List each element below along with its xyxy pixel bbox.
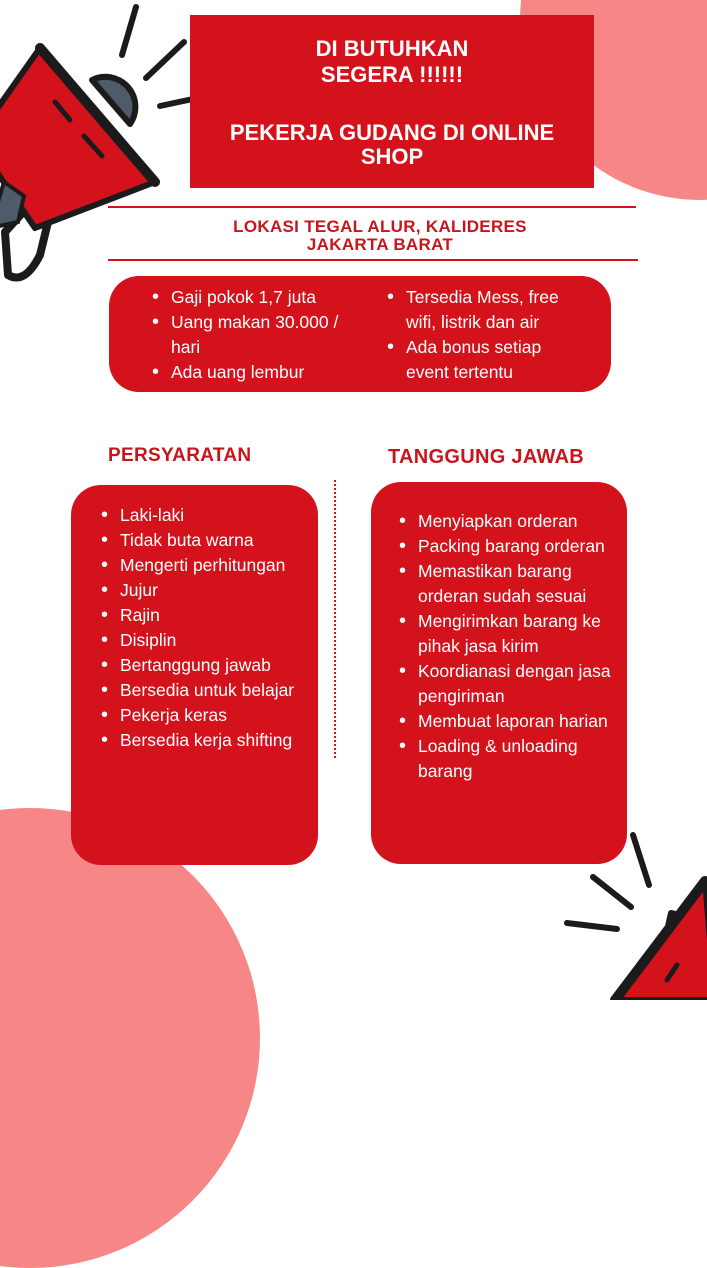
responsibility-item: • Packing barang orderan: [396, 534, 624, 559]
responsibility-item: • Loading & unloading barang: [396, 734, 624, 784]
requirement-item: • Tidak buta warna: [98, 528, 313, 553]
requirement-item: • Bersedia kerja shifting: [98, 728, 313, 753]
responsibility-item: • Koordianasi dengan jasa pengiriman: [396, 659, 624, 709]
benefit-item: • Uang makan 30.000 / hari: [149, 310, 364, 360]
requirements-title: PERSYARATAN: [108, 445, 252, 466]
responsibility-item: • Menyiapkan orderan: [396, 509, 624, 534]
job-title-line: PEKERJA GUDANG DI ONLINE: [229, 120, 555, 145]
requirement-item: • Mengerti perhitungan: [98, 553, 313, 578]
job-title-line: SHOP: [360, 144, 424, 169]
requirement-item: • Bersedia untuk belajar: [98, 678, 313, 703]
location-text: [180, 218, 580, 254]
decor-blob-bottom-left: [0, 808, 260, 1268]
benefit-item: • Ada uang lembur: [149, 360, 364, 385]
column-divider: [334, 480, 336, 758]
headline-line: DI BUTUHKAN: [315, 36, 469, 61]
requirements-box: [71, 485, 318, 865]
responsibility-item: • Membuat laporan harian: [396, 709, 624, 734]
requirement-item: • Laki-laki: [98, 503, 313, 528]
benefit-item: • Tersedia Mess, free wifi, listrik dan air: [384, 285, 584, 335]
divider-top: [108, 206, 636, 208]
benefit-item: • Ada bonus setiap event tertentu: [384, 335, 584, 385]
responsibilities-box: [371, 482, 627, 864]
headline-line: SEGERA !!!!!!: [320, 62, 464, 87]
benefit-item: • Gaji pokok 1,7 juta: [149, 285, 364, 310]
responsibilities-title: TANGGUNG JAWAB: [388, 446, 585, 468]
requirement-item: • Jujur: [98, 578, 313, 603]
responsibility-item: • Memastikan barang orderan sudah sesuai: [396, 559, 624, 609]
headline-banner: [190, 15, 594, 188]
responsibility-item: • Mengirimkan barang ke pihak jasa kirim: [396, 609, 624, 659]
requirement-item: • Pekerja keras: [98, 703, 313, 728]
requirement-item: • Rajin: [98, 603, 313, 628]
benefits-box: [109, 276, 611, 392]
requirement-item: • Bertanggung jawab: [98, 653, 313, 678]
location-line: JAKARTA BARAT: [306, 235, 454, 254]
benefits-list-left: [149, 285, 364, 385]
responsibilities-list: [396, 509, 624, 784]
location-line: LOKASI TEGAL ALUR, KALIDERES: [233, 217, 527, 236]
divider-bottom: [108, 259, 638, 261]
requirement-item: • Disiplin: [98, 628, 313, 653]
benefits-list-right: [384, 285, 584, 385]
requirements-list: [98, 503, 313, 753]
